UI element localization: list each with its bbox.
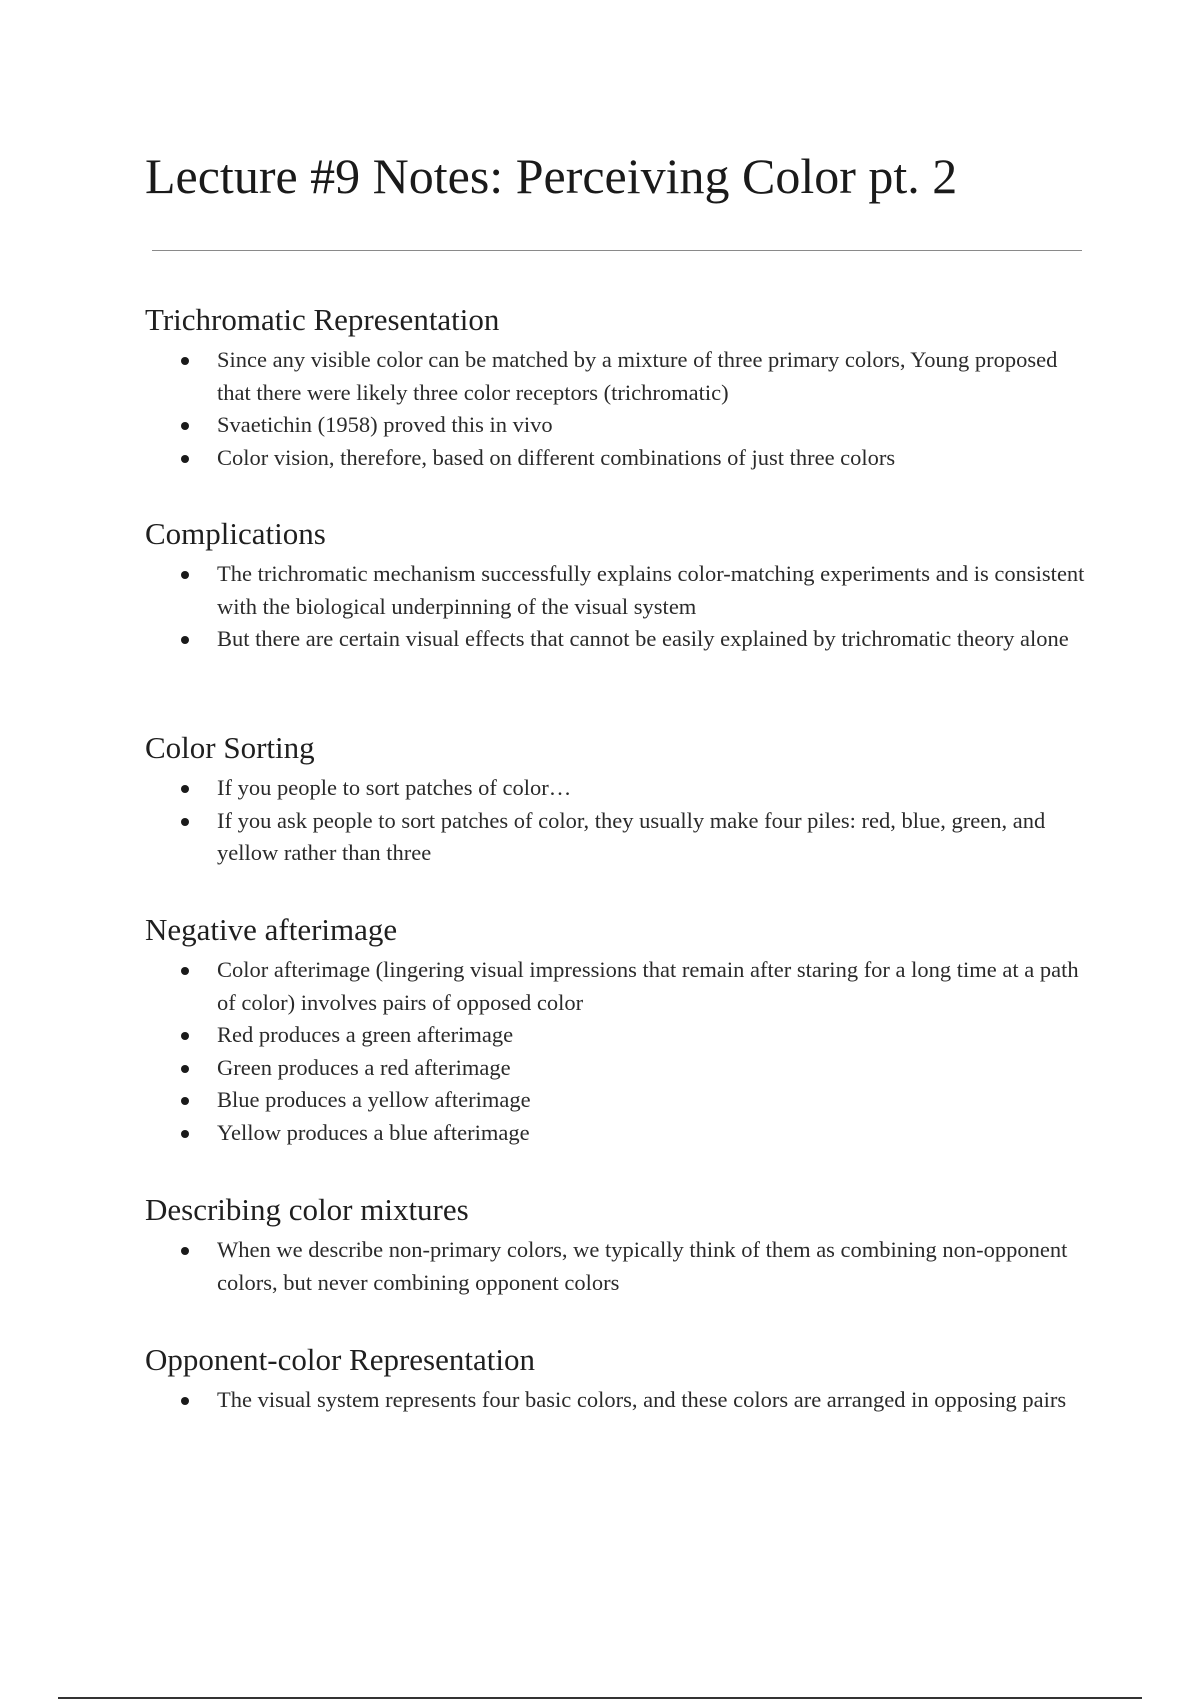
bullet-list (145, 344, 1085, 474)
section-trichromatic-representation (145, 300, 1085, 474)
list-item (145, 623, 1085, 656)
list-item-text: Color afterimage (lingering visual impressions that remain after staring for a long time at a path of color) involves pairs of opposed color (217, 957, 1079, 1015)
list-item-text: The visual system represents four basic colors, and these colors are arranged in opposing pairs (217, 1387, 1067, 1412)
bullet-list (145, 772, 1085, 870)
list-item-text: Yellow produces a blue afterimage (217, 1119, 530, 1145)
list-item-text: Green produces a red afterimage (217, 1054, 511, 1080)
list-item (145, 558, 1085, 623)
bullet-icon (181, 636, 189, 644)
bullet-list (145, 558, 1085, 656)
list-item (145, 442, 1085, 475)
list-item-text: Blue produces a yellow afterimage (217, 1087, 531, 1112)
bullet-icon (181, 455, 189, 463)
bullet-icon (181, 571, 189, 579)
list-item (145, 344, 1085, 409)
page-title: Lecture #9 Notes: Perceiving Color pt. 2 (145, 148, 958, 204)
footer-divider (58, 1697, 1142, 1699)
bullet-icon (181, 1397, 189, 1405)
bullet-icon (181, 357, 189, 365)
section-opponent-color-representation (145, 1340, 1085, 1417)
bullet-icon (181, 1032, 189, 1040)
list-item-text: Red produces a green afterimage (217, 1022, 514, 1047)
section-heading: Color Sorting (145, 730, 315, 765)
bullet-icon (181, 785, 189, 793)
list-item-text: Color vision, therefore, based on different combinations of just three colors (217, 444, 896, 470)
section-heading: Describing color mixtures (145, 1192, 469, 1227)
list-item (145, 409, 1085, 442)
list-item-text: If you people to sort patches of color… (217, 775, 572, 800)
section-heading: Complications (145, 516, 326, 551)
bullet-icon (181, 967, 189, 975)
list-item (145, 1019, 1085, 1052)
list-item (145, 772, 1085, 805)
list-item (145, 805, 1085, 870)
list-item (145, 1084, 1085, 1117)
list-item-text: If you ask people to sort patches of color, they usually make four piles: red, blue, green, and yellow rather than three (217, 807, 1046, 865)
section-heading: Trichromatic Representation (145, 302, 500, 337)
list-item-text: The trichromatic mechanism successfully explains color-matching experiments and is consistent with the biological underpinning of the visual system (217, 561, 1085, 619)
list-item-text: When we describe non-primary colors, we typically think of them as combining non-opponent colors, but never combining opponent colors (217, 1237, 1068, 1295)
list-item (145, 1052, 1085, 1085)
bullet-list (145, 1384, 1085, 1417)
title-divider (152, 250, 1082, 251)
bullet-icon (181, 1097, 189, 1105)
section-complications (145, 514, 1085, 656)
list-item-text: Since any visible color can be matched by a mixture of three primary colors, Young proposed that there were likely three color receptors (trichromatic) (217, 347, 1058, 405)
bullet-icon (181, 1247, 189, 1255)
bullet-list (145, 954, 1085, 1149)
list-item-text: Svaetichin (1958) proved this in vivo (217, 412, 553, 437)
bullet-icon (181, 1065, 189, 1073)
bullet-list (145, 1234, 1085, 1299)
section-describing-color-mixtures (145, 1190, 1085, 1299)
bullet-icon (181, 818, 189, 826)
list-item (145, 1117, 1085, 1150)
section-heading: Opponent-color Representation (145, 1342, 535, 1377)
list-item (145, 1234, 1085, 1299)
list-item (145, 954, 1085, 1019)
section-color-sorting (145, 728, 1085, 870)
section-heading: Negative afterimage (145, 912, 398, 947)
list-item-text: But there are certain visual effects that cannot be easily explained by trichromatic theory alone (217, 626, 1069, 651)
list-item (145, 1384, 1085, 1417)
bullet-icon (181, 1130, 189, 1138)
bullet-icon (181, 422, 189, 430)
section-negative-afterimage (145, 910, 1085, 1149)
